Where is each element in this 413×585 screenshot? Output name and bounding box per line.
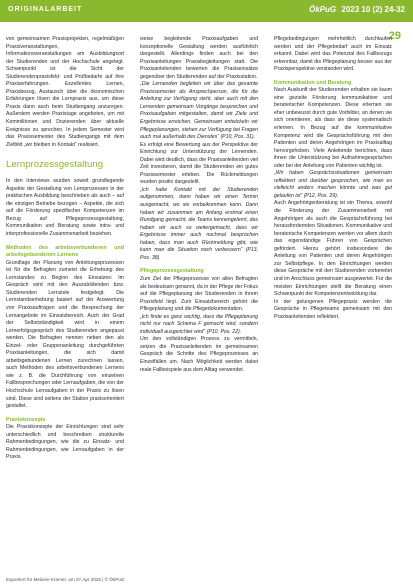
paragraph: In den Interviews wurden soweit grundlegende Aspekte der Gestaltung von Lernprozessen in der praktischen Ausbildung beschrieben als auch – auf die einzigen Betriebe bezogen – Aspekte, die sich auf die Förderung spezifischer Kompetenzen im Bezug auf Pflegeprozessgestaltung, Kommunikation und Beratung sowie intra- und interprofessionelle Zusammenarbeit beziehen. [6,178,124,238]
paragraph: von gemeinsamen Praxisprojekten, regelmäßigen Praxisveranstaltungen, Informationsveranstaltungen am Ausbildungsort der Studierenden und der Hochschule angelegt. Schwerpunkt ist die Sicht der Studierendenpraxisfeld- und Prüfbedarfe auf ihre Praxiserfahrungen. Exzellentes Lernen, Praxisbezug, Austausch über die ökonomischen Erfahrungen lösen die Lernpraxis aus, um diese Praxis dann auch beim Studiengang anzuregen. Außerdem werden Praxistage angeboten, um mit Kommilitonen und Dozierenden über aktuelle Ereignisse zu sprechen. In jedem Semester wird das Praxissemester des Studiengangs mit dem Zielbild „wir bleiben in Kontakt“ realisiert. [6,36,124,148]
header-bar [0,0,413,22]
subheading-praxiskonzepte: Praxiskonzepte [6,416,46,423]
interview-quote: „Wir haben Gesprächssituationen gemeinsam reflektiert und darüber gesprochen, wie man es vielleicht anders machen könnte und was gut gelaufen ist“ (P12, Pos. 29). [274,170,392,199]
journal-reference [309,5,405,14]
column-right [274,36,392,321]
interview-quote: „Ich habe Kontakt mit der Studierenden aufgenommen, dann haben wir einen Termin ausgemacht, wo sie vorbeikommen kann. Dann haben wir zusammen am Anfang erstmal einen Rundgang gemacht, die Teams kennengelernt, das haben wir auch so weitergemacht, dass wir Ergebnisse immer auch nochmal besprochen haben, dass man auch Rückmeldung gibt, wie kann man die Situation noch verbessern“ (P13, Pos. 38). [140,186,258,261]
subheading-methoden: Methoden des arbeitsverbundenen und arbeitsgebundenen Lernens [6,244,124,259]
subheading-pflegeprozessgestaltung: Pflegeprozessgestaltung [140,268,204,275]
paragraph: Um den vollständigen Prozess zu vermitteln, setzen die Praxisanleitenden im gemeinsamen Gespräch die Schritte des Pflegeprozesses an Einzelfällen um. Nach Möglichkeit werden dabei reale Fallbeispiele aus dem Alltag verwendet. [140,336,258,373]
page-number: 29 [388,30,401,42]
interview-quote: „Die Lernenden begleiten wir über das gesamte Praxissemester als Ansprechperson, die für die Anleitung zur Verfügung steht, aber auch mit den Lernenden gemeinsam Vorgänge besprechen und Praxisaufgaben mitgestalten, damit wir Ziele und Ergebnisse erreichen. Gemeinsam entwickeln wir Pflegeplanungen, stehen zur Verfügung bei Fragen auch mal außerhalb des Dienstes“ (P10, Pos. 31). [140,81,258,141]
paragraph: Die Praxiskonzepte der Einrichtungen sind sehr unterschiedlich und beschreiben strukturelle Rahmenbedingungen, wie die zu Einsatz- und Rahmenbedingungen, wie Lernaufgaben in der Praxis. [6,424,124,461]
interview-quote: „Ich finde es ganz wichtig, dass die Pflegeplanung nicht nur nach Schema F gemacht wird, sondern individuell ausgerichtet wird“ (P10, Pos. 22). [140,313,258,335]
paragraph: weise begleitende Praxisaufgaben und konzeptionelle Gestaltung werden ausführlich dargestellt. Allerdings finden auch bei den Praxisanleitungen Praxisbegleitungen statt. Die Praxisanleitenden bewerten die Praxiseinsätze gegenüber den Studierenden auf der Praxisstation. [140,36,258,80]
paragraph: Es erfolgt eine Bewertung aus der Perspektive der Einrichtung zur Unterstützung der Lernenden. Dabei wird deutlich, dass die Praxisanleitenden viel Zeit investieren, damit die Studierenden ein gutes Praxissemester erleben. Die Rückmeldungen wurden positiv dargestellt. [140,141,258,186]
paragraph: Grundlage der Planung von Anleitungsprozessen ist für die Befragten zumeist die Erhebung des Lernstandes zu Beginn des Einsatzes: Im Gespräch wird mit den Auszubildenden bzw. Studierenden Lernziele festgelegt. Die Lernstandserhebung basiert auf der Auswertung von Praxisaufträgen und die Besprechung der Lernangebote im Einsatzbereich. Auch der Grad der Selbstständigkeit wird in einem Lernerfolgsgespräch des Studierenden angepasst werden. Die Befragten nennen neben den als Einzel- oder Gruppenanleitung durchgeführten Praxisanleitungen, die sich damit arbeitsgebundenen Lernen zurechnen lassen, auch Methoden des arbeitsverbundenen Lernens wie z. B. die Durchführung von einzelnen Fallbesprechungen oder Lernaufgaben, die von der Hochschule Lernaufgaben in der Praxis zu lösen sind. Diese sind seitens der Station praxisorientiert gestaltet. [6,259,124,410]
paragraph: In der gelungenen Pflegepraxis werden die Gespräche in Pflegeteams gemeinsam mit den Praxisanleitenden reflektiert. [274,298,392,320]
page-footer: Exportiert für Melanie Kramer, am 07.Apr 2025 | © ÖkPuG [6,577,125,582]
journal-brand: ÖkPuG [309,5,337,14]
subheading-kommunikation: Kommunikation und Beratung [274,79,352,86]
paragraph: Nach Auskunft der Studierenden erhalten sie kaum eine gezielte Förderung kommunikativer und beraterischer Kompetenzen. Diese erlernen sie eher unbewusst durch gute Vorbilder, an denen sie sich orientieren, als dass sie diese systematisch erlernen. In Bezug auf die kommunikative Kompetenz wird die Gesprächsführung mit den Patienten und deren Angehörigen im Praxisalltag hervorgehoben. Viele Anleitende berichten, dass ihnen die Unterstützung bei Aufnahmegesprächen oder bei der Anleitung von Patienten wichtig ist. [274,87,392,169]
column-middle [140,36,258,374]
paragraph: Zum Ziel der Pflegeprozesse von allen Befragten als bedeutsam genannt, da in der Pflege der Fokus auf die Pflegeplanung der Studierenden in ihrem Praxisfeld liegt. Zum Einsatzbereich gehört die Pflegeplanung und die Pflegedokumentation. [140,275,258,313]
paragraph: Pflegebedingungen mehrheitlich durchlaufen werden und der Pflegebedarf auch im Einsatz erkannt. Dabei wird das Potenzial des Fallbezugs erkennbar, damit die Pflegeplanung besser aus der Praxisperspektive verstanden wird. [274,36,392,73]
column-left [6,36,124,462]
paragraph: Auch Angehörigenberatung ist ein Thema, sowohl die Förderung der Zusammenarbeit mit Angehörigen als auch die Gesprächsführung bei herausfordernden Situationen. Kommunikative und beraterische Kompetenzen werden vor allem durch das eigenständige Führen von Gesprächen gefördert. Hierzu gehört insbesondere die Anleitung von Patienten und deren Angehörigen zur Selbstpflege. In den Einrichtungen werden diese Gespräche mit den Studierenden vorbereitet und im Anschluss gemeinsam ausgewertet. Für die meisten Einrichtungen stellt die Beratung einen Schwerpunkt der Kompetenzentwicklung dar. [274,200,392,298]
section-heading-lernprozessgestaltung: Lernprozessgestaltung [6,159,104,171]
issue-info: 2023 10 (2) 24-32 [341,5,405,14]
section-label: ORIGINALARBEIT [8,6,83,13]
